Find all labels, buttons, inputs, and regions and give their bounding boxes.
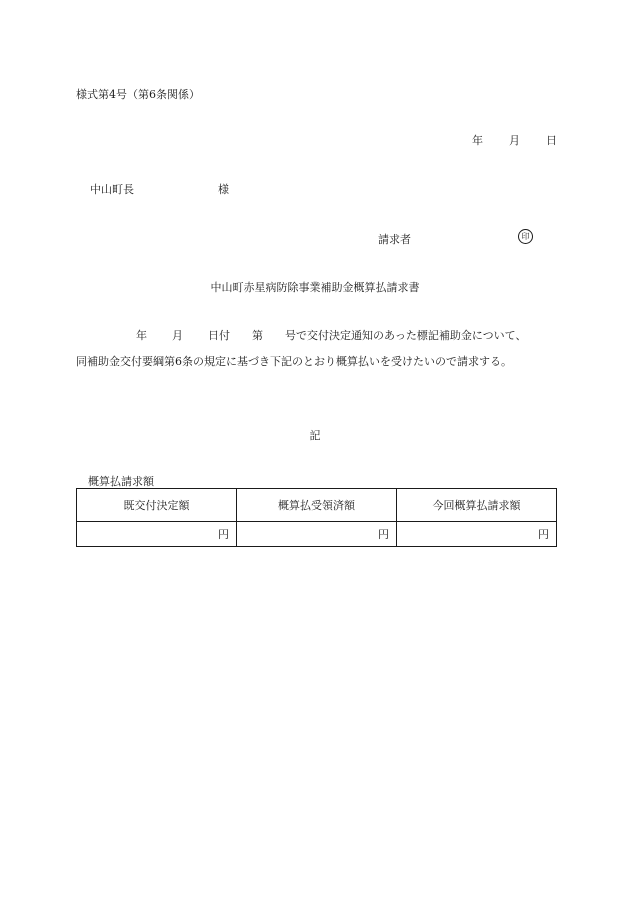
claimant-label: 請求者 xyxy=(378,233,411,246)
amount-table xyxy=(76,488,557,547)
column-header-granted: 既交付決定額 xyxy=(77,489,237,522)
addressee xyxy=(90,181,229,197)
body-line-2: 同補助金交付要綱第6条の規定に基づき下記のとおり概算払いを受けたいので請求する。 xyxy=(76,355,512,368)
document-title: 中山町赤星病防除事業補助金概算払請求書 xyxy=(210,281,420,294)
body-day-label: 日付 xyxy=(208,329,230,342)
column-header-received: 概算払受領済額 xyxy=(237,489,397,522)
date-day-label: 日 xyxy=(546,134,557,147)
seal-mark: 印 xyxy=(518,229,533,244)
granted-amount-cell[interactable]: 円 xyxy=(77,522,237,547)
date-row xyxy=(472,132,557,148)
date-month-label: 月 xyxy=(509,134,520,147)
date-year-label: 年 xyxy=(472,134,483,147)
addressee-honorific: 様 xyxy=(218,183,229,196)
addressee-name: 中山町長 xyxy=(90,183,134,196)
ki-heading: 記 xyxy=(309,429,321,442)
body-number-prefix: 第 xyxy=(252,329,263,342)
amount-section-heading: 概算払請求額 xyxy=(88,475,154,488)
form-number: 様式第4号（第6条関係） xyxy=(76,88,200,101)
received-amount-cell[interactable]: 円 xyxy=(237,522,397,547)
amount-table-header-row xyxy=(77,489,557,522)
body-month-label: 月 xyxy=(172,329,183,342)
column-header-requested: 今回概算払請求額 xyxy=(397,489,557,522)
body-year-label: 年 xyxy=(136,329,147,342)
body-line-1-text: 号で交付決定通知のあった標記補助金について、 xyxy=(285,329,527,342)
body-line-1 xyxy=(76,327,558,343)
requested-amount-cell[interactable]: 円 xyxy=(397,522,557,547)
amount-table-row xyxy=(77,522,557,547)
